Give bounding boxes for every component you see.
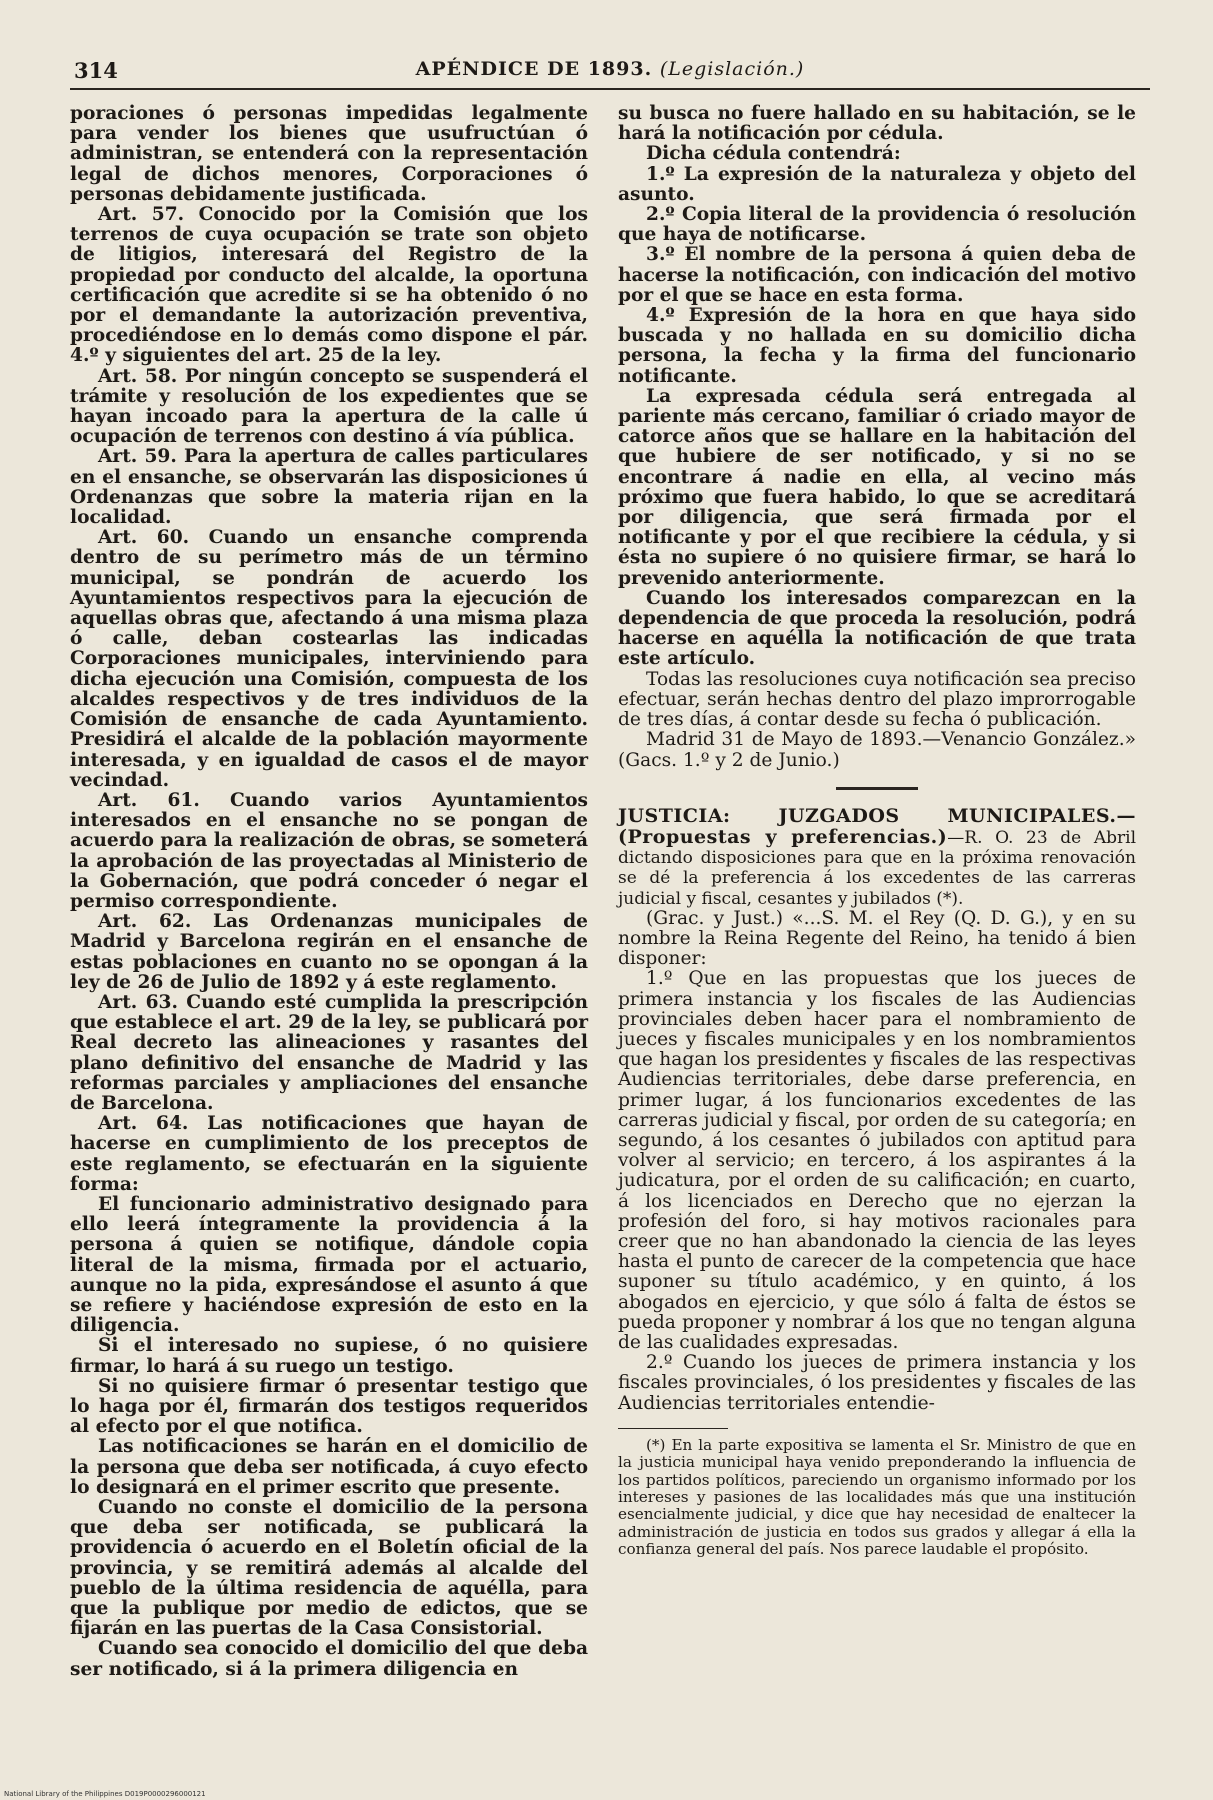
list-item: 1.º La expresión de la naturaleza y objeto del asunto.	[618, 163, 1136, 205]
paragraph: La expresada cédula será entregada al pariente más cercano, familiar ó criado mayor de catorce años que se hallare en la habitación del que hubiere de ser notificado, y si no se encontrare á nadie en ella, al vecino más próximo que fuera habido, lo que se acreditará por diligencia, que será firmada por el notificante y por el que recibiere la cédula, y si ésta no supiere ó no quisiere firmar, se hará lo prevenido anteriormente.	[618, 385, 1136, 589]
signature-line: Madrid 31 de Mayo de 1893.—Venancio González.» (Gacs. 1.º y 2 de Junio.)	[618, 729, 1136, 771]
section-title: JUSTICIA: JUZGADOS MUNICIPALES.—(Propuestas y preferencias.)	[618, 804, 1136, 848]
article-59: Art. 59. Para la apertura de calles particulares en el ensanche, se observarán las disposiciones ú Ordenanzas que sobre la materia rijan en la localidad.	[70, 446, 588, 529]
list-item: 1.º Que en las propuestas que los jueces de primera instancia y los fiscales de las Audiencias provinciales deben hacer para el nombramiento de jueces y fiscales municipales y en los nombramientos que hagan los presidentes y fiscales de las respectivas Audiencias territoriales, debe darse preferencia, en primer lugar, á los funcionarios excedentes de las carreras judicial y fiscal, por orden de su categoría; en segundo, á los cesantes ó jubilados con aptitud para volver al servicio; en tercero, á los aspirantes á la judicatura, por el orden de su calificación; en cuarto, á los licenciados en Derecho que no ejerzan la profesión del foro, si hay motivos racionales para creer que no han abandonado la ciencia de las leyes hasta el punto de carecer de la competencia que hace suponer su título académico, y en quinto, á los abogados en ejercicio, y que sólo á falta de éstos se pueda proponer y nombrar á los que no tengan alguna de las cualidades expresadas.	[618, 968, 1136, 1353]
page-header	[70, 54, 1150, 90]
article-58: Art. 58. Por ningún concepto se suspenderá el trámite y resolución de los expedientes que se hayan incoado para la apertura de la calle ú ocupación de terrenos con destino á vía pública.	[70, 365, 588, 448]
article-63: Art. 63. Cuando esté cumplida la prescripción que establece el art. 29 de la ley, se publicará por Real decreto las alineaciones y rasantes del plano definitivo del ensanche de Madrid y las reformas parciales y ampliaciones del ensanche de Barcelona.	[70, 991, 588, 1114]
list-item: 4.º Expresión de la hora en que haya sido buscada y no hallada en su domicilio dicha persona, la fecha y la firma del funcionario notificante.	[618, 305, 1136, 387]
paragraph: (Grac. y Just.) «...S. M. el Rey (Q. D. G.), y en su nombre la Reina Regente del Reino, ha tenido á bien disponer:	[618, 907, 1136, 970]
paragraph: Cuando los interesados comparezcan en la dependencia de que proceda la resolución, podrá hacerse en aquélla la notificación de que trata este artículo.	[618, 587, 1136, 670]
section-summary: —R. O. 23 de Abril dictando disposiciones para que en la próxima renovación se dé la preferencia á los excedentes de las carreras judicial y fiscal, cesantes y jubilados (*).	[618, 827, 1137, 909]
paragraph: Todas las resoluciones cuya notificación sea preciso efectuar, serán hechas dentro del plazo improrrogable de tres días, á contar desde su fecha ó publicación.	[618, 668, 1136, 731]
list-item: 2.º Cuando los jueces de primera instancia y los fiscales provinciales, ó los presidentes y fiscales de las Audiencias territoriales entendie-	[618, 1352, 1136, 1414]
article-64: Art. 64. Las notificaciones que hayan de hacerse en cumplimiento de los preceptos de este reglamento, se efectuarán en la siguiente forma:	[70, 1113, 588, 1195]
section-heading	[618, 806, 1136, 909]
article-60: Art. 60. Cuando un ensanche comprenda dentro de su perímetro más de un término municipal, se pondrán de acuerdo los Ayuntamientos respectivos para la ejecución de aquellas obras que, afectando á una misma plaza ó calle, deban costearlas las indicadas Corporaciones municipales, interviniendo para dicha ejecución una Comisión, compuesta de los alcaldes respectivos y de tres individuos de la Comisión de ensanche de cada Ayuntamiento. Presidirá el alcalde de la población mayormente interesada, y en igualdad de casos el de mayor vecindad.	[70, 527, 588, 791]
article-61: Art. 61. Cuando varios Ayuntamientos interesados en el ensanche no se pongan de acuerdo para la realización de obras, se someterá la aprobación de las proyectadas al Ministerio de la Gobernación, que podrá conceder ó negar el permiso correspondiente.	[70, 789, 588, 912]
page-number: 314	[74, 58, 118, 83]
footnote: (*) En la parte expositiva se lamenta el Sr. Ministro de que en la justicia municipal haya venido preponderando la influencia de los partidos políticos, pareciendo un organismo informado por los intereses y pasiones de las localidades más que una institución esencialmente judicial, y dice que hay necesidad de enaltecer la administración de justicia en todos sus grados y allegar á ella la confianza general del país. Nos parece laudable el propósito.	[618, 1435, 1136, 1559]
right-column	[618, 104, 1136, 1559]
paragraph: su busca no fuere hallado en su habitación, se le hará la notificación por cédula.	[618, 103, 1136, 145]
paragraph: El funcionario administrativo designado para ello leerá íntegramente la providencia á la persona á quien se notifique, dándole copia literal de la misma, firmada por el actuario, aunque no la pida, expresándose el asunto á que se refiere y haciéndose expresión de esto en la diligencia.	[70, 1193, 588, 1337]
list-item: 3.º El nombre de la persona á quien deba de hacerse la notificación, con indicación del motivo por el que se hace en esta forma.	[618, 244, 1136, 306]
running-title-italic: (Legislación.)	[659, 58, 805, 80]
left-column	[70, 104, 588, 1680]
section-divider	[836, 787, 918, 790]
list-item: 2.º Copia literal de la providencia ó resolución que haya de notificarse.	[618, 204, 1136, 246]
running-title	[70, 58, 1150, 80]
footnote-rule	[618, 1428, 728, 1429]
paragraph: Si no quisiere firmar ó presentar testigo que lo haga por él, firmarán dos testigos requeridos al efecto por el que notifica.	[70, 1375, 588, 1438]
article-57: Art. 57. Conocido por la Comisión que los terrenos de cuya ocupación se trate son objeto de litigios, interesará del Registro de la propiedad por conducto del alcalde, la oportuna certificación que acredite si se ha obtenido ó no por el demandante la autorización preventiva, procediéndose en lo demás como dispone el pár. 4.º y siguientes del art. 25 de la ley.	[70, 204, 588, 367]
scan-credit: National Library of the Philippines D019P0000296000121	[4, 1790, 206, 1798]
paragraph: Cuando sea conocido el domicilio del que deba ser notificado, si á la primera diligencia en	[70, 1638, 588, 1680]
running-title-main: APÉNDICE DE 1893.	[415, 58, 653, 80]
article-62: Art. 62. Las Ordenanzas municipales de Madrid y Barcelona regirán en el ensanche de estas poblaciones en cuanto no se opongan á la ley de 26 de Julio de 1892 y á este reglamento.	[70, 911, 588, 993]
paragraph: Cuando no conste el domicilio de la persona que deba ser notificada, se publicará la providencia ó acuerdo en el Boletín oficial de la provincia, y se remitirá además al alcalde del pueblo de la última residencia de aquélla, para que la publique por medio de edictos, que se fijarán en las puertas de la Casa Consistorial.	[70, 1497, 588, 1640]
paragraph: Dicha cédula contendrá:	[646, 143, 901, 165]
paragraph: poraciones ó personas impedidas legalmente para vender los bienes que usufructúan ó administran, se entenderá con la representación legal de dichos menores, Corporaciones ó personas debidamente justificada.	[70, 103, 588, 205]
paragraph: Si el interesado no supiese, ó no quisiere firmar, lo hará á su ruego un testigo.	[70, 1335, 588, 1377]
paragraph: Las notificaciones se harán en el domicilio de la persona que deba ser notificada, á cuyo efecto lo designará en el primer escrito que presente.	[70, 1436, 588, 1498]
